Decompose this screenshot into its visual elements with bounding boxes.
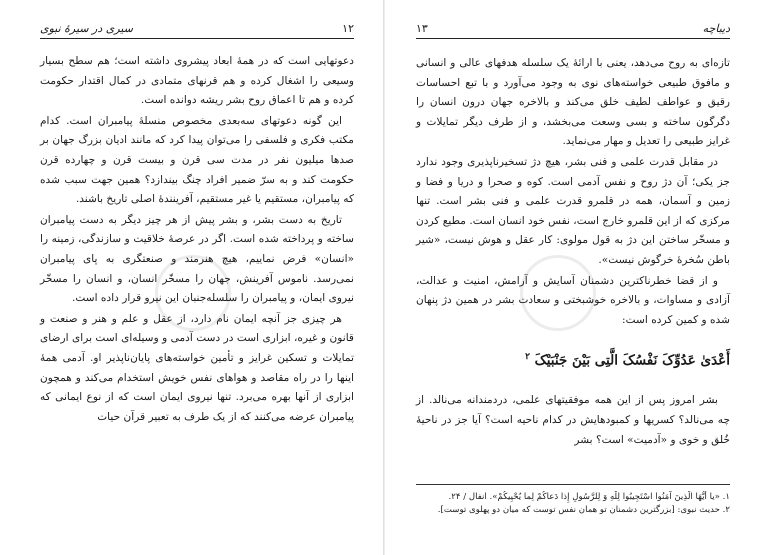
left-page-number: ۱۲ (342, 22, 354, 35)
left-running-title: سیری در سیرهٔ نبوی (40, 22, 133, 35)
left-paragraph-4: هر چیزی جز آنچه ایمان نام دارد، از عقل و علم و هنر و صنعت و قانون و غیره، ابزاری است در دست آدمی و وسیله‌ای است برای ارضای تمایلات و تسکین غرایز و تأمین خواسته‌های پایان‌ناپذیر او. آدمی همهٔ اینها را در راه مقاصد و هواهای نفس خویش استخدام می‌کند و همچون ابزاری از آنها بهره می‌برد. تنها نیروی ایمان است که از نوع ایمانی که پیامبران عرضه می‌کنند که از یک طرف به تعبیر قرآن حیات (40, 312, 354, 423)
quran-verse-footnote-marker: ۲ (525, 352, 530, 363)
right-running-title: دیباچه (702, 22, 730, 35)
right-running-head (416, 22, 730, 39)
left-page-body (40, 52, 354, 428)
left-paragraph-3: تاریخ به دست بشر، و بشر پیش از هر چیز دیگر به دست پیامبران ساخته و پرداخته شده است. اگر در عرصهٔ خلاقیت و سازندگی، زمینه را «انسان» فرض نماییم، هیچ هنرمند و صنعتگری به پای پیامبران نمی‌رسد. ناموس آفرینش، جهان را مسخّر انسان، و انسان را مسخّر نیروی ایمان، و پیامبران را سلسله‌جنبان این نیرو قرار داده است. (40, 213, 354, 305)
left-paragraph-2: این گونه دعوتهای سه‌بعدی مخصوص منسلهٔ پیامبران است. کدام مکتب فکری و فلسفی را می‌توان پیدا کرد که مانند ادیان بزرگ جهان بر صدها میلیون نفر در مدت سی قرن و بیست قرن و چهارده قرن حکومت کند و به سرّ ضمیر افراد چنگ بیندازد؟ همین جهت سبب شده که پیامبران، مستقیم یا غیر مستقیم، آفرینندهٔ اصلی تاریخ باشند. (40, 114, 354, 206)
left-running-head (40, 22, 354, 39)
right-paragraph-3: و از قضا خطرناکترین دشمنان آسایش و آرامش، امنیت و عدالت، آزادی و مساوات، و بالاخره خوشبختی و سعادت بشر در همین دژ پنهان شده و کمین کرده است: (416, 274, 730, 326)
right-page-number: ۱۳ (416, 22, 428, 35)
footnote-1: ۱. «یا أَیُّهَا الَّذِینَ آمَنُوا اسْتَجِیبُوا لِلّٰهِ وَ لِلرَّسُولِ إِذا دَعاکُمْ لِما یُحْیِیکُمْ». انفال / ۲۴. (448, 492, 730, 502)
right-page (384, 0, 768, 555)
left-paragraph-1: دعوتهایی است که در همهٔ ابعاد پیشروی داشته است؛ هم سطح بسیار وسیعی را اشغال کرده و هم قرنهای متمادی در کمال اقتدار حکومت کرده و هم تا اعماق روح بشر ریشه دوانده است. (40, 55, 354, 107)
footnote-2: ۲. حدیث نبوی: [بزرگترین دشمنان تو همان نفس توست که میان دو پهلوی توست]. (437, 505, 730, 515)
right-paragraph-2: در مقابل قدرت علمی و فنی بشر، هیچ دژ تسخیرناپذیری وجود ندارد جز یکی؛ آن دژ روح و نفس آدمی است. کوه و صحرا و دریا و فضا و زمین و آسمان، همه در قلمرو قدرت علمی و فنی بشر است. تنها مرکزی که از این قلمرو خارج است، نفس خود انسان است. مطیع کردن و مسخّر ساختن این دژ به قول مولوی: کار عقل و هوش نیست، «شیر باطن سُخرهٔ خرگوش نیست». (416, 155, 730, 266)
right-paragraph-1: تازه‌ای به روح می‌دهد، یعنی با ارائهٔ یک سلسله هدفهای عالی و انسانی و مافوق طبیعی خواسته‌های نوی به وجود می‌آورد و با تبع احساسات رقیق و عواطف لطیف خلق می‌کند و بالاخره جهان درون انسان را دگرگون ساخته و بسی وسعت می‌بخشد، و از طرف دیگر تمایلات و غرایز طبیعی را تعدیل و مهار می‌نماید. (416, 57, 730, 148)
right-paragraph-4: بشر امروز پس از این همه موفقیتهای علمی، دردمندانه می‌نالد. از چه می‌نالد؟ کسریها و کمبودهایش در کدام ناحیه است؟ آیا جز در ناحیهٔ خُلق و خوی و «آدمیت» است؟ بشر (416, 394, 730, 446)
footnotes (416, 484, 730, 517)
quran-verse (416, 348, 730, 371)
quran-verse-text: أَعْدَیٰ عَدُوِّکَ نَفْسُکَ الَّتِی بَیْنَ جَنْبَیْکَ (534, 352, 730, 369)
right-page-body (416, 54, 730, 451)
